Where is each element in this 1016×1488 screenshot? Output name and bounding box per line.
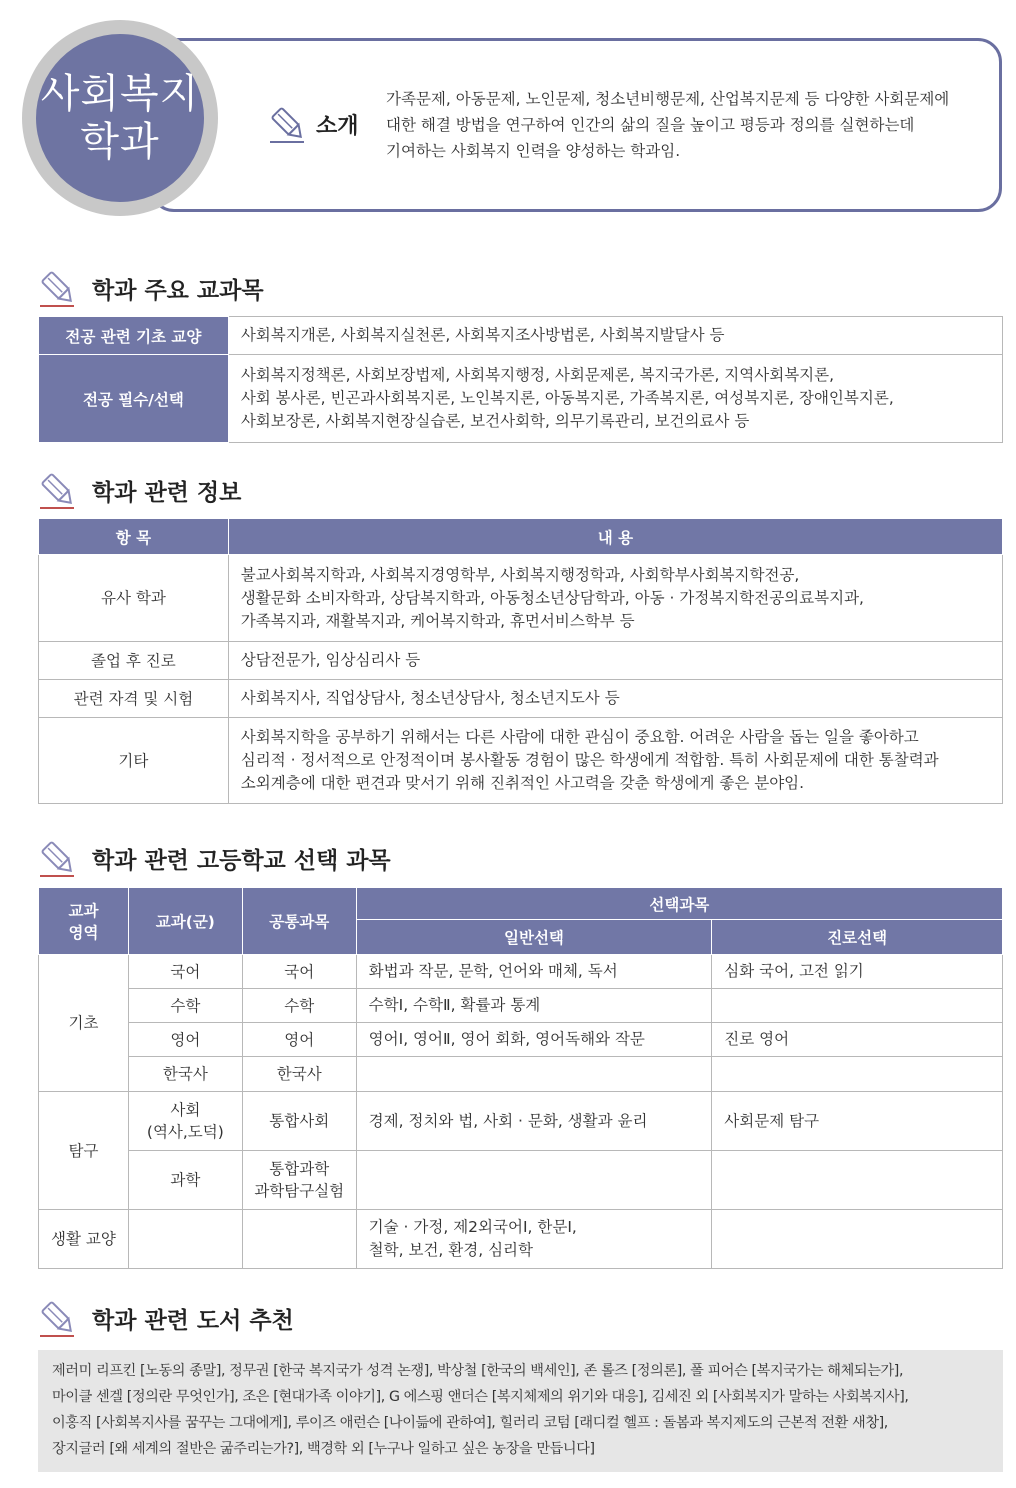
general-cell: 경제, 정치와 법, 사회 · 문화, 생활과 윤리 bbox=[356, 1092, 712, 1151]
column-header-area bbox=[39, 888, 129, 955]
column-header-elective: 선택과목 bbox=[356, 888, 1002, 920]
header-line: 영역 bbox=[68, 924, 99, 942]
common-cell: 한국사 bbox=[242, 1057, 356, 1092]
info-table bbox=[38, 518, 1003, 804]
common-cell: 통합사회 bbox=[242, 1092, 356, 1151]
pencil-icon bbox=[268, 104, 308, 144]
area-cell: 생활 교양 bbox=[39, 1210, 129, 1269]
table-row bbox=[39, 1057, 1003, 1092]
department-name-line1: 사회복지 bbox=[40, 71, 200, 117]
row-label: 기타 bbox=[39, 718, 229, 804]
table-header-row bbox=[39, 519, 1003, 555]
pencil-icon bbox=[38, 1298, 78, 1338]
row-label: 유사 학과 bbox=[39, 555, 229, 642]
table-row bbox=[39, 1210, 1003, 1269]
row-label: 졸업 후 진로 bbox=[39, 642, 229, 680]
section-title-text: 학과 관련 도서 추천 bbox=[92, 1307, 294, 1334]
common-cell bbox=[242, 1210, 356, 1269]
content-line: 사회복지학을 공부하기 위해서는 다른 사람에 대한 관심이 중요함. 어려운 사람을 돕는 일을 좋아하고 bbox=[240, 728, 919, 746]
table-row bbox=[39, 1151, 1003, 1210]
intro-line: 기여하는 사회복지 인력을 양성하는 학과임. bbox=[386, 142, 681, 160]
department-name-line2: 학과 bbox=[80, 119, 160, 165]
row-content bbox=[228, 718, 1002, 804]
table-header-row bbox=[39, 888, 1003, 920]
career-cell: 진로 영어 bbox=[712, 1023, 1003, 1057]
section-title-books bbox=[38, 1298, 294, 1338]
header bbox=[0, 0, 1016, 230]
table-row bbox=[39, 1092, 1003, 1151]
column-header-common: 공통과목 bbox=[242, 888, 356, 955]
intro-description bbox=[386, 86, 986, 164]
section-title-info bbox=[38, 470, 241, 510]
intro-line: 가족문제, 아동문제, 노인문제, 청소년비행문제, 산업복지문제 등 다양한 사회문제에 bbox=[386, 90, 950, 108]
group-cell bbox=[128, 1210, 242, 1269]
row-content: 상담전문가, 임상심리사 등 bbox=[228, 642, 1002, 680]
intro-line: 대한 해결 방법을 연구하여 인간의 삶의 질을 높이고 평등과 정의를 실현하는데 bbox=[386, 116, 915, 134]
department-badge bbox=[36, 34, 204, 202]
common-cell: 국어 bbox=[242, 955, 356, 989]
column-header-content: 내 용 bbox=[228, 519, 1002, 555]
content-line: 가족복지과, 재활복지과, 케어복지학과, 휴먼서비스학부 등 bbox=[240, 611, 635, 630]
table-row bbox=[39, 989, 1003, 1023]
common-line: 과학탐구실험 bbox=[254, 1182, 345, 1200]
career-cell bbox=[712, 989, 1003, 1023]
table-row bbox=[39, 1023, 1003, 1057]
section-title-text: 학과 관련 고등학교 선택 과목 bbox=[92, 847, 391, 874]
pencil-icon bbox=[38, 838, 78, 878]
content-line: 사회 봉사론, 빈곤과사회복지론, 노인복지론, 아동복지론, 가족복지론, 여성복지론, 장애인복지론, bbox=[240, 389, 894, 407]
general-cell: 수학Ⅰ, 수학Ⅱ, 확률과 통계 bbox=[356, 989, 712, 1023]
pencil-icon bbox=[38, 470, 78, 510]
section-title-text: 학과 주요 교과목 bbox=[92, 277, 264, 304]
book-line: 장지글러 [왜 세계의 절반은 굶주리는가?], 백경학 외 [누구나 일하고 싶은 농장을 만듭니다] bbox=[52, 1441, 595, 1457]
general-cell: 영어Ⅰ, 영어Ⅱ, 영어 회화, 영어독해와 작문 bbox=[356, 1023, 712, 1057]
table-row bbox=[39, 680, 1003, 718]
table-row bbox=[39, 555, 1003, 642]
column-header-general: 일반선택 bbox=[356, 920, 712, 955]
book-recommendations bbox=[38, 1350, 1003, 1472]
group-cell: 영어 bbox=[128, 1023, 242, 1057]
table-row bbox=[39, 355, 1003, 443]
intro-label bbox=[268, 104, 359, 144]
book-line: 제러미 리프킨 [노동의 종말], 정무권 [한국 복지국가 성격 논쟁], 박상철 [한국의 백세인], 존 롤즈 [정의론], 폴 피어슨 [복지국가는 해체되는가], bbox=[52, 1363, 904, 1379]
career-cell: 사회문제 탐구 bbox=[712, 1092, 1003, 1151]
content-line: 심리적 · 정서적으로 안정적이며 봉사활동 경험이 많은 학생에게 적합함. 특히 사회문제에 대한 통찰력과 bbox=[240, 751, 939, 769]
group-line: 사회 bbox=[170, 1101, 201, 1119]
book-line: 마이클 센겔 [정의란 무엇인가], 조은 [현대가족 이야기], G 에스핑 앤더슨 [복지체제의 위기와 대응], 김세진 외 [사회복지가 말하는 사회복지사], bbox=[52, 1389, 909, 1405]
book-line: 이홍직 [사회복지사를 꿈꾸는 그대에게], 루이즈 애런슨 [나이듦에 관하여], 힐러리 코텀 [래디컬 헬프 : 돌봄과 복지제도의 근본적 전환 새창], bbox=[52, 1415, 888, 1431]
general-cell bbox=[356, 1057, 712, 1092]
career-cell: 심화 국어, 고전 읽기 bbox=[712, 955, 1003, 989]
general-line: 기술 · 가정, 제2외국어Ⅰ, 한문Ⅰ, bbox=[368, 1218, 577, 1236]
table-row bbox=[39, 718, 1003, 804]
row-label: 전공 필수/선택 bbox=[39, 355, 229, 443]
column-header-item: 항 목 bbox=[39, 519, 229, 555]
column-header-group: 교과(군) bbox=[128, 888, 242, 955]
row-content: 사회복지개론, 사회복지실천론, 사회복지조사방법론, 사회복지발달사 등 bbox=[228, 317, 1002, 355]
area-cell: 기초 bbox=[39, 955, 129, 1092]
common-cell bbox=[242, 1151, 356, 1210]
common-cell: 수학 bbox=[242, 989, 356, 1023]
row-content bbox=[228, 555, 1002, 642]
group-cell: 수학 bbox=[128, 989, 242, 1023]
row-content: 사회복지사, 직업상담사, 청소년상담사, 청소년지도사 등 bbox=[228, 680, 1002, 718]
section-title-hs-subjects bbox=[38, 838, 391, 878]
general-cell: 화법과 작문, 문학, 언어와 매체, 독서 bbox=[356, 955, 712, 989]
group-cell: 과학 bbox=[128, 1151, 242, 1210]
group-cell: 한국사 bbox=[128, 1057, 242, 1092]
general-cell bbox=[356, 1151, 712, 1210]
area-cell: 탐구 bbox=[39, 1092, 129, 1210]
general-line: 철학, 보건, 환경, 심리학 bbox=[368, 1241, 533, 1259]
table-row bbox=[39, 642, 1003, 680]
header-line: 교과 bbox=[68, 902, 99, 920]
table-row bbox=[39, 317, 1003, 355]
career-cell bbox=[712, 1151, 1003, 1210]
row-label: 전공 관련 기초 교양 bbox=[39, 317, 229, 355]
content-line: 생활문화 소비자학과, 상담복지학과, 아동청소년상담학과, 아동 · 가정복지학전공의료복지과, bbox=[240, 588, 864, 607]
row-content bbox=[228, 355, 1002, 443]
table-row bbox=[39, 955, 1003, 989]
career-cell bbox=[712, 1057, 1003, 1092]
common-cell: 영어 bbox=[242, 1023, 356, 1057]
intro-title: 소개 bbox=[316, 113, 359, 139]
group-cell: 국어 bbox=[128, 955, 242, 989]
general-cell bbox=[356, 1210, 712, 1269]
group-line: (역사,도덕) bbox=[146, 1123, 224, 1141]
courses-table bbox=[38, 316, 1003, 443]
pencil-icon bbox=[38, 268, 78, 308]
section-title-courses bbox=[38, 268, 264, 308]
section-title-text: 학과 관련 정보 bbox=[92, 479, 242, 506]
group-cell bbox=[128, 1092, 242, 1151]
career-cell bbox=[712, 1210, 1003, 1269]
hs-subjects-table bbox=[38, 887, 1003, 1269]
content-line: 사회보장론, 사회복지현장실습론, 보건사회학, 의무기록관리, 보건의료사 등 bbox=[240, 412, 750, 430]
content-line: 소외계층에 대한 편견과 맞서기 위해 진취적인 사고력을 갖춘 학생에게 좋은 분야임. bbox=[240, 774, 805, 792]
column-header-career: 진로선택 bbox=[712, 920, 1003, 955]
content-line: 사회복지정책론, 사회보장법제, 사회복지행정, 사회문제론, 복지국가론, 지역사회복지론, bbox=[240, 366, 835, 384]
common-line: 통합과학 bbox=[269, 1160, 330, 1178]
content-line: 불교사회복지학과, 사회복지경영학부, 사회복지행정학과, 사회학부사회복지학전공, bbox=[240, 565, 800, 584]
row-label: 관련 자격 및 시험 bbox=[39, 680, 229, 718]
